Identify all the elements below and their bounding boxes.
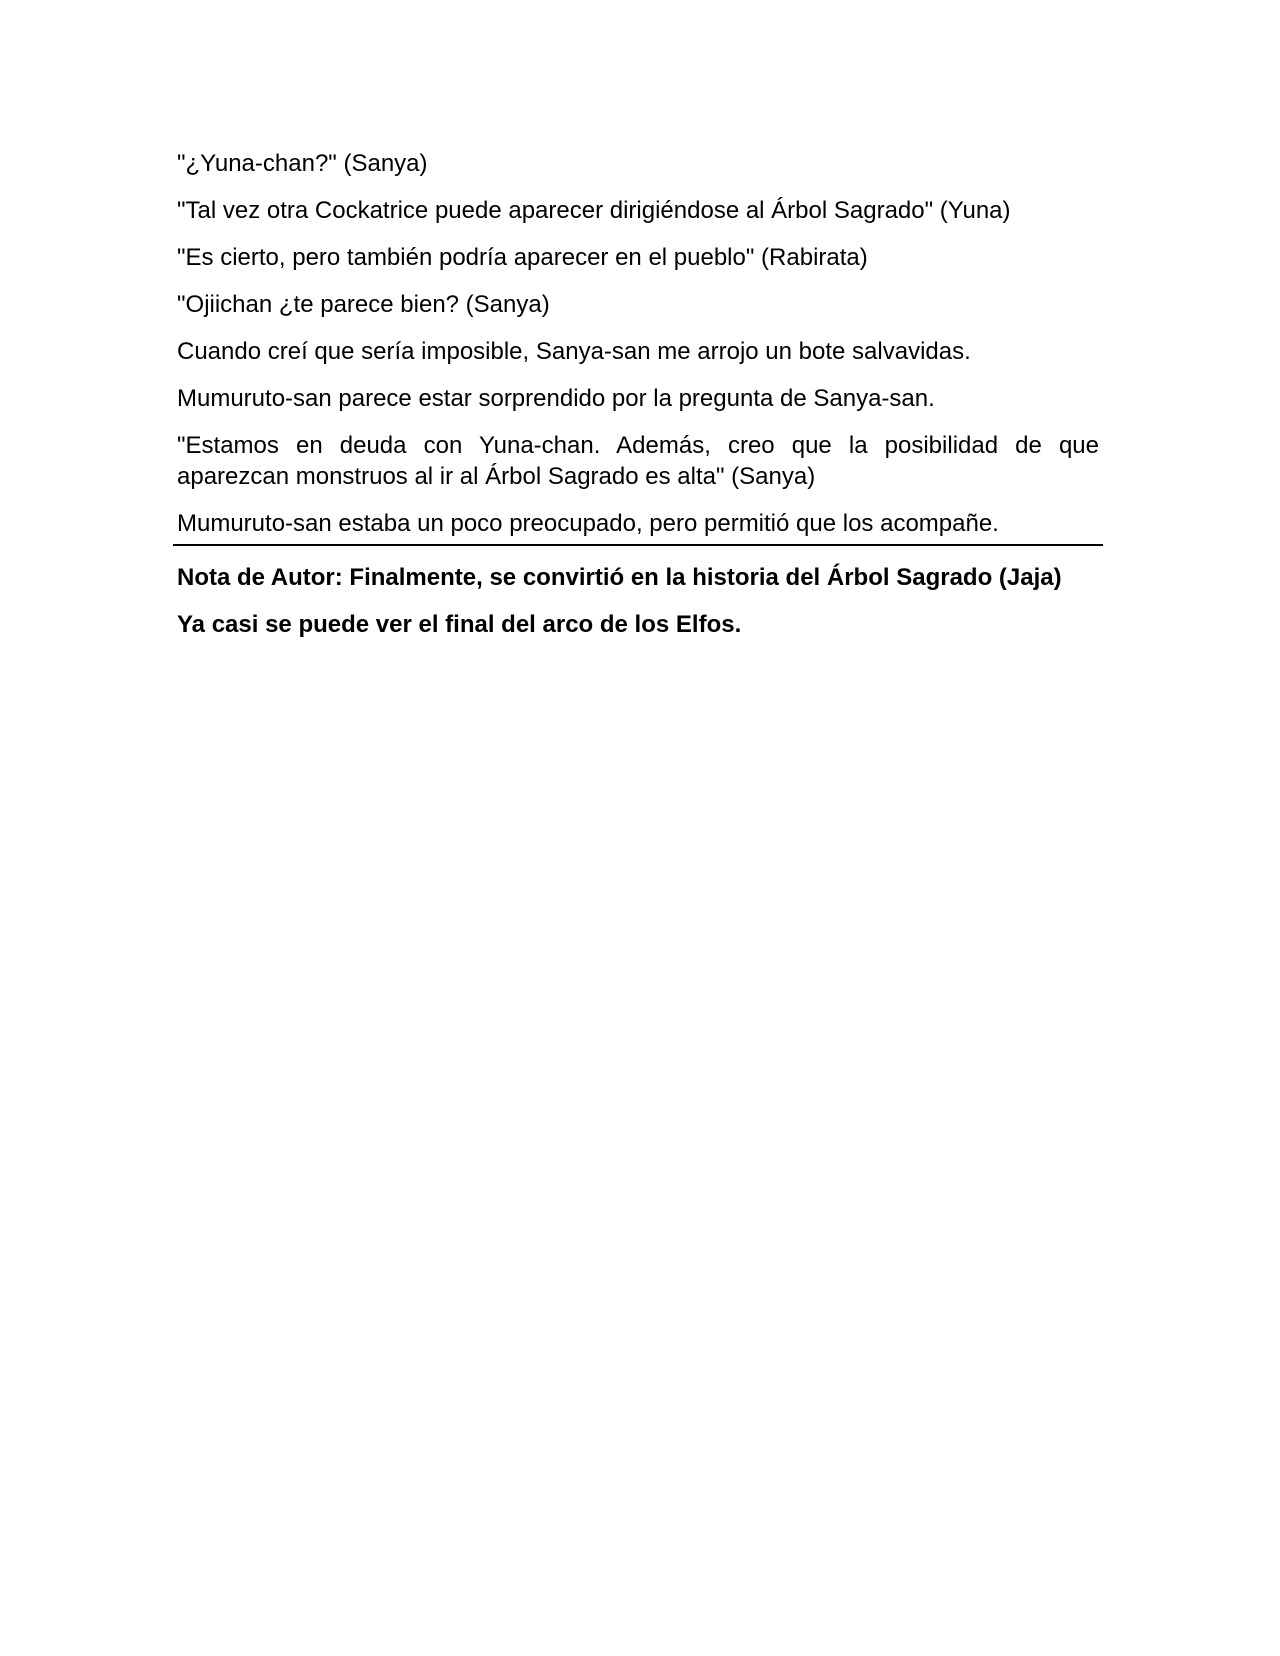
paragraph: Mumuruto-san estaba un poco preocupado, pero permitió que los acompañe. [177,510,999,537]
paragraph: Cuando creí que sería imposible, Sanya-san me arrojo un bote salvavidas. [177,338,971,365]
paragraph: "¿Yuna-chan?" (Sanya) [177,150,428,177]
paragraph: Mumuruto-san parece estar sorprendido por la pregunta de Sanya-san. [177,385,935,412]
paragraph: "Tal vez otra Cockatrice puede aparecer dirigiéndose al Árbol Sagrado" (Yuna) [177,197,1011,224]
paragraph: "Ojiichan ¿te parece bien? (Sanya) [177,291,550,318]
document-page [177,148,1099,656]
section-divider [173,544,1103,546]
paragraph: "Es cierto, pero también podría aparecer en el pueblo" (Rabirata) [177,244,868,271]
author-note: Ya casi se puede ver el final del arco de los Elfos. [177,611,742,638]
paragraph: "Estamos en deuda con Yuna-chan. Además, creo que la posibilidad de que aparezcan monstruos al ir al Árbol Sagrado es alta" (Sanya) [177,432,1099,490]
author-note: Nota de Autor: Finalmente, se convirtió en la historia del Árbol Sagrado (Jaja) [177,564,1062,591]
